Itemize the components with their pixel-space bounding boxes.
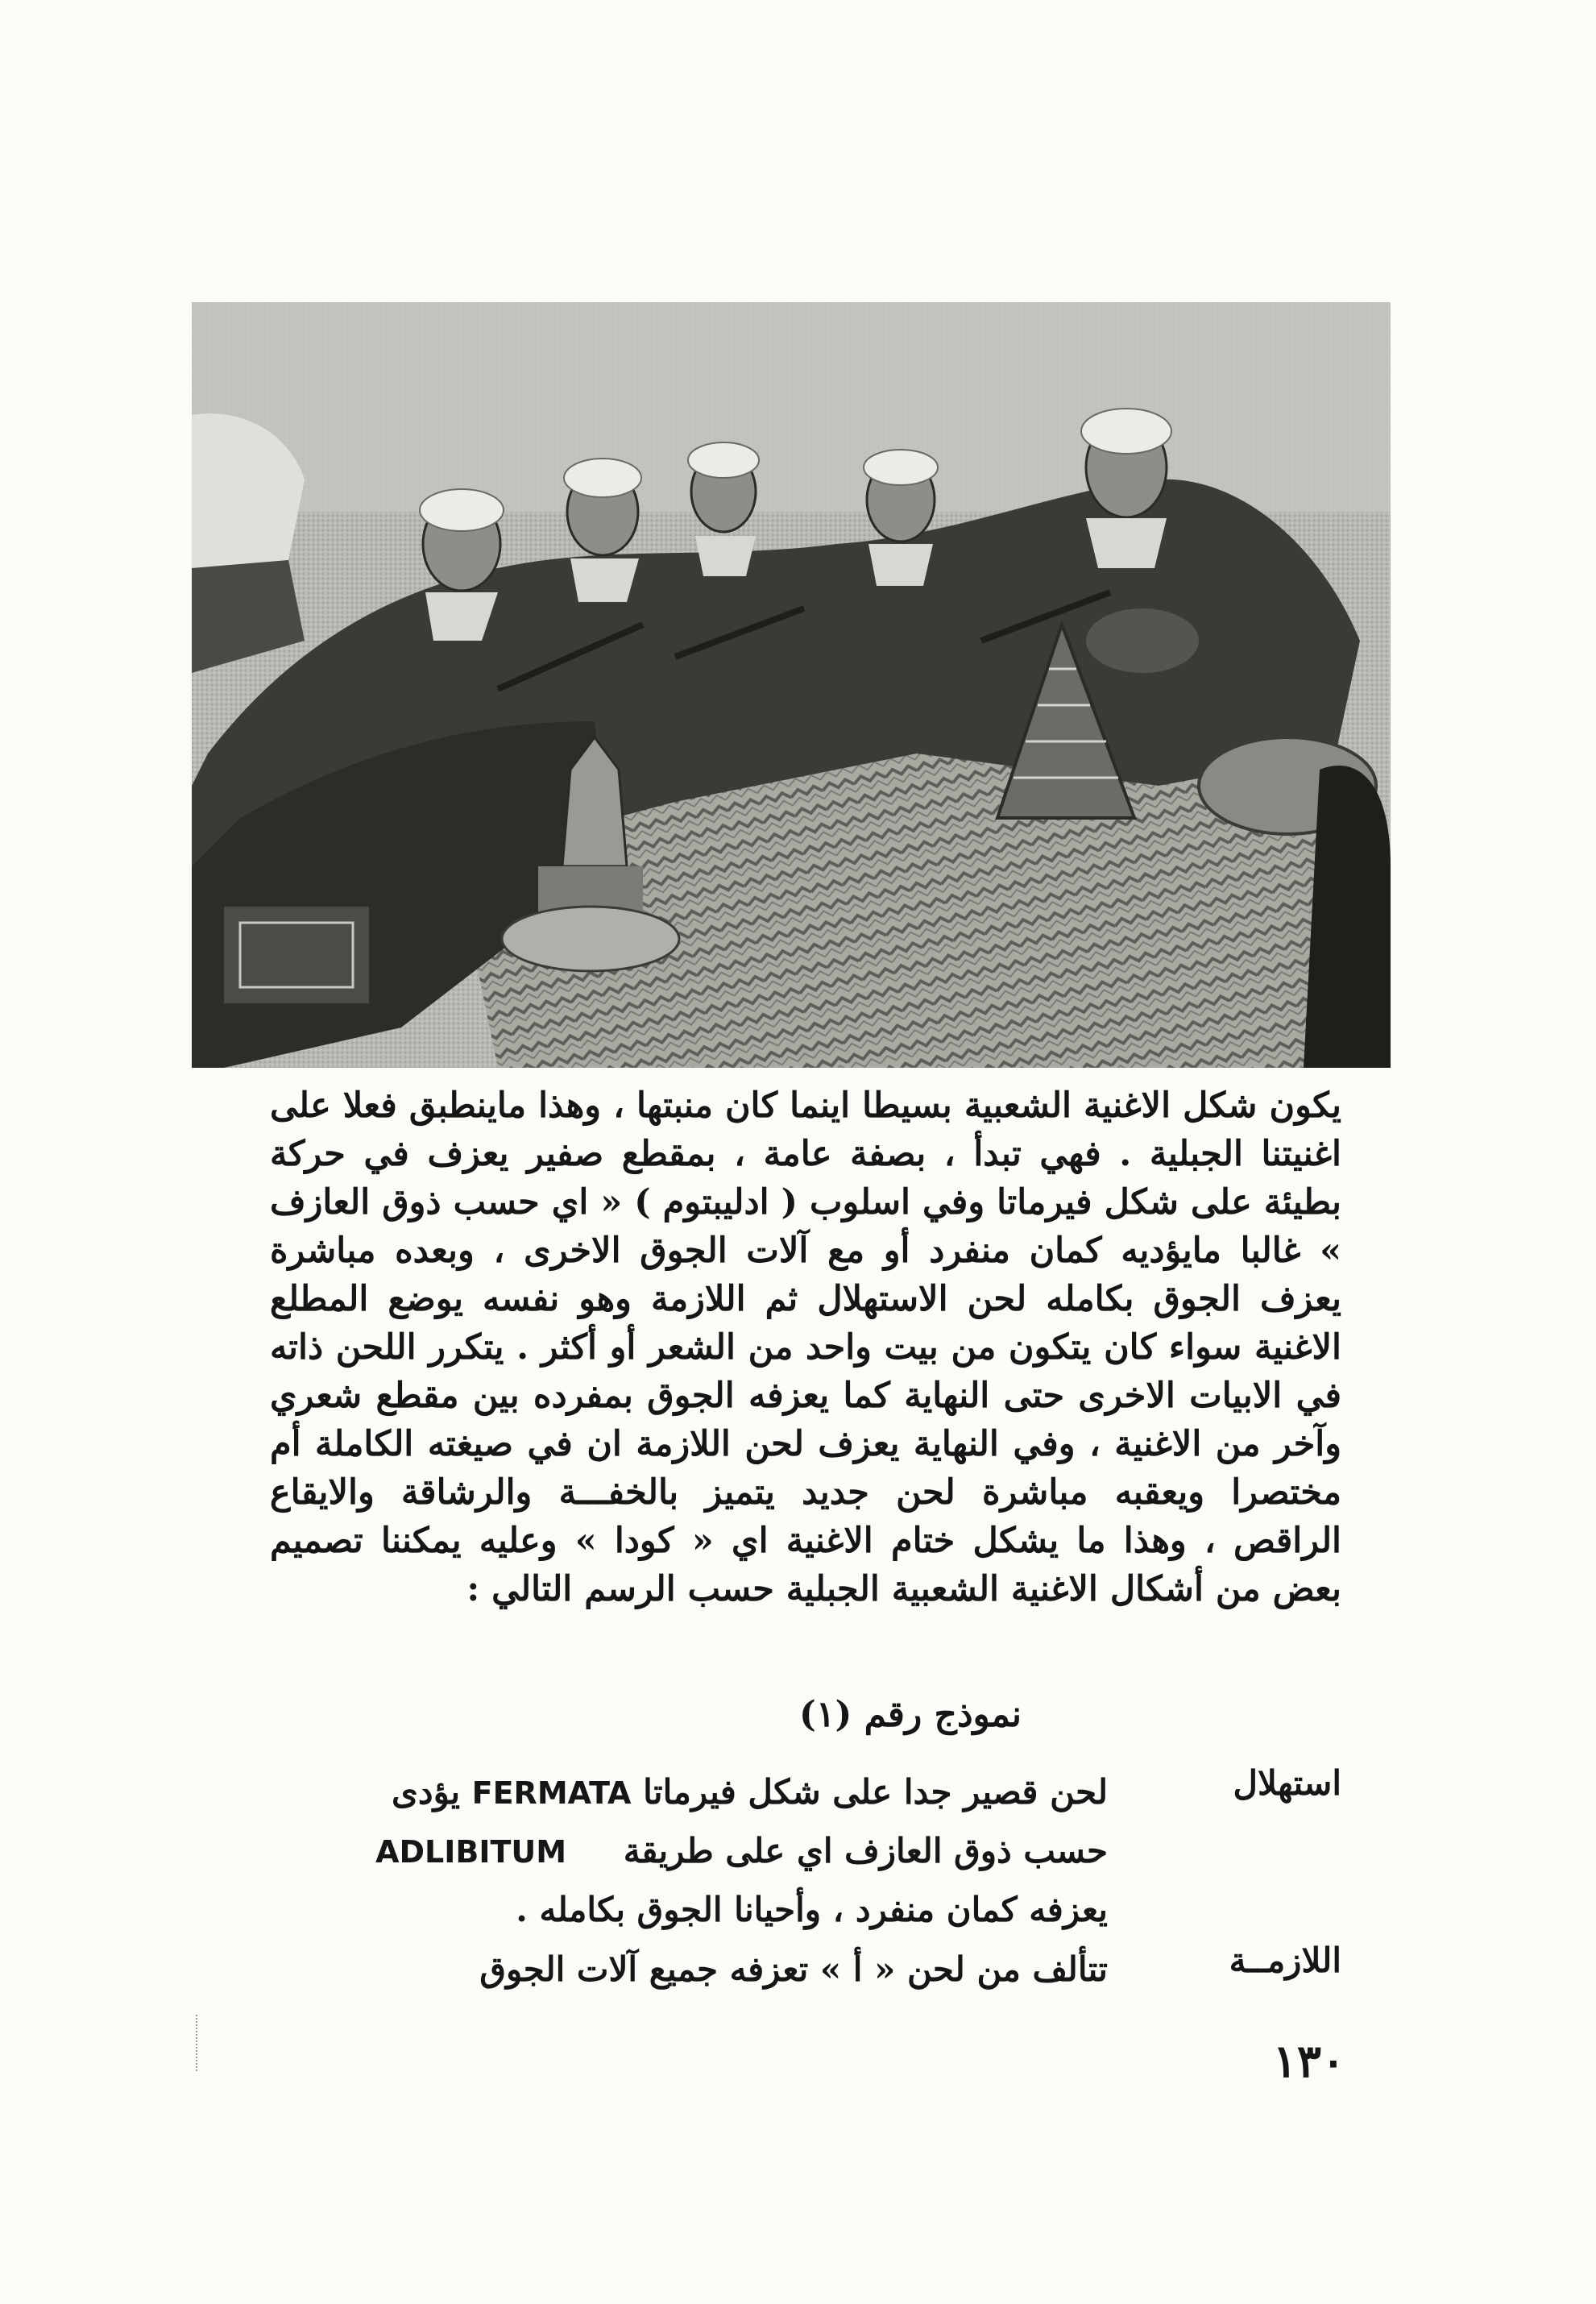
entry-definition	[294, 1763, 1108, 1939]
entry-term: استهلال	[1233, 1763, 1341, 1803]
margin-mark	[196, 2015, 201, 2071]
page-number: ١٣٠	[1272, 2035, 1345, 2088]
entry-line: تتألف من لحن « أ » تعزفه جميع آلات الجوق	[479, 1949, 1108, 1989]
entry-text: حسب ذوق العازف اي على طريقة	[623, 1831, 1108, 1870]
entry-line	[294, 1822, 1108, 1881]
entry-lazima	[270, 1941, 1341, 2005]
latin-term: ADLIBITUM	[375, 1834, 567, 1870]
body-paragraph: يكون شكل الاغنية الشعبية بسيطا اينما كان منبتها ، وهذا ماينطبق فعلا على اغنيتنا الجبلية . فهي تبدأ ، بصفة عامة ، بمقطع صفير يعزف في حركة بطيئة على شكل فيرماتا وفي اسلوب ( ادليبتوم ) « اي حسب ذوق العازف » غالبا مايؤديه كمان منفرد أو مع آلات الجوق الاخرى ، وبعده مباشرة يعزف الجوق بكامله لحن الاستهلال ثم اللازمة وهو نفسه يوضع المطلع الاغنية سواء كان يتكون من بيت واحد من الشعر أو أكثر . يتكرر اللحن ذاته في الابيات الاخرى حتى النهاية كما يعزفه الجوق بمفرده بين مقطع شعري وآخر من الاغنية ، وفي النهاية يعزف لحن اللازمة ان في صيغته الكاملة أم مختصرا ويعقبه مباشرة لحن جديد يتميز بالخفـــة والرشاقة والايقاع الراقص ، وهذا ما يشكل ختام الاغنية اي « كودا » وعليه يمكننا تصميم بعض من أشكال الاغنية الشعبية الجبلية حسب الرسم التالي :	[270, 1086, 1341, 1609]
entry-istihlal	[270, 1763, 1341, 1957]
entry-line: يعزفه كمان منفرد ، وأحيانا الجوق بكامله .	[516, 1890, 1108, 1929]
latin-term: FERMATA	[471, 1775, 632, 1811]
entry-line	[294, 1763, 1108, 1822]
entry-definition	[294, 1941, 1108, 1999]
entry-term: اللازمــة	[1229, 1941, 1341, 1980]
musicians-photo	[192, 302, 1391, 1068]
entry-text: يؤدى	[392, 1772, 461, 1812]
entry-text: لحن قصير جدا على شكل فيرماتا	[643, 1772, 1108, 1812]
model-title: نموذج رقم (١)	[799, 1694, 1022, 1735]
musicians-photo-icon	[192, 302, 1391, 1068]
